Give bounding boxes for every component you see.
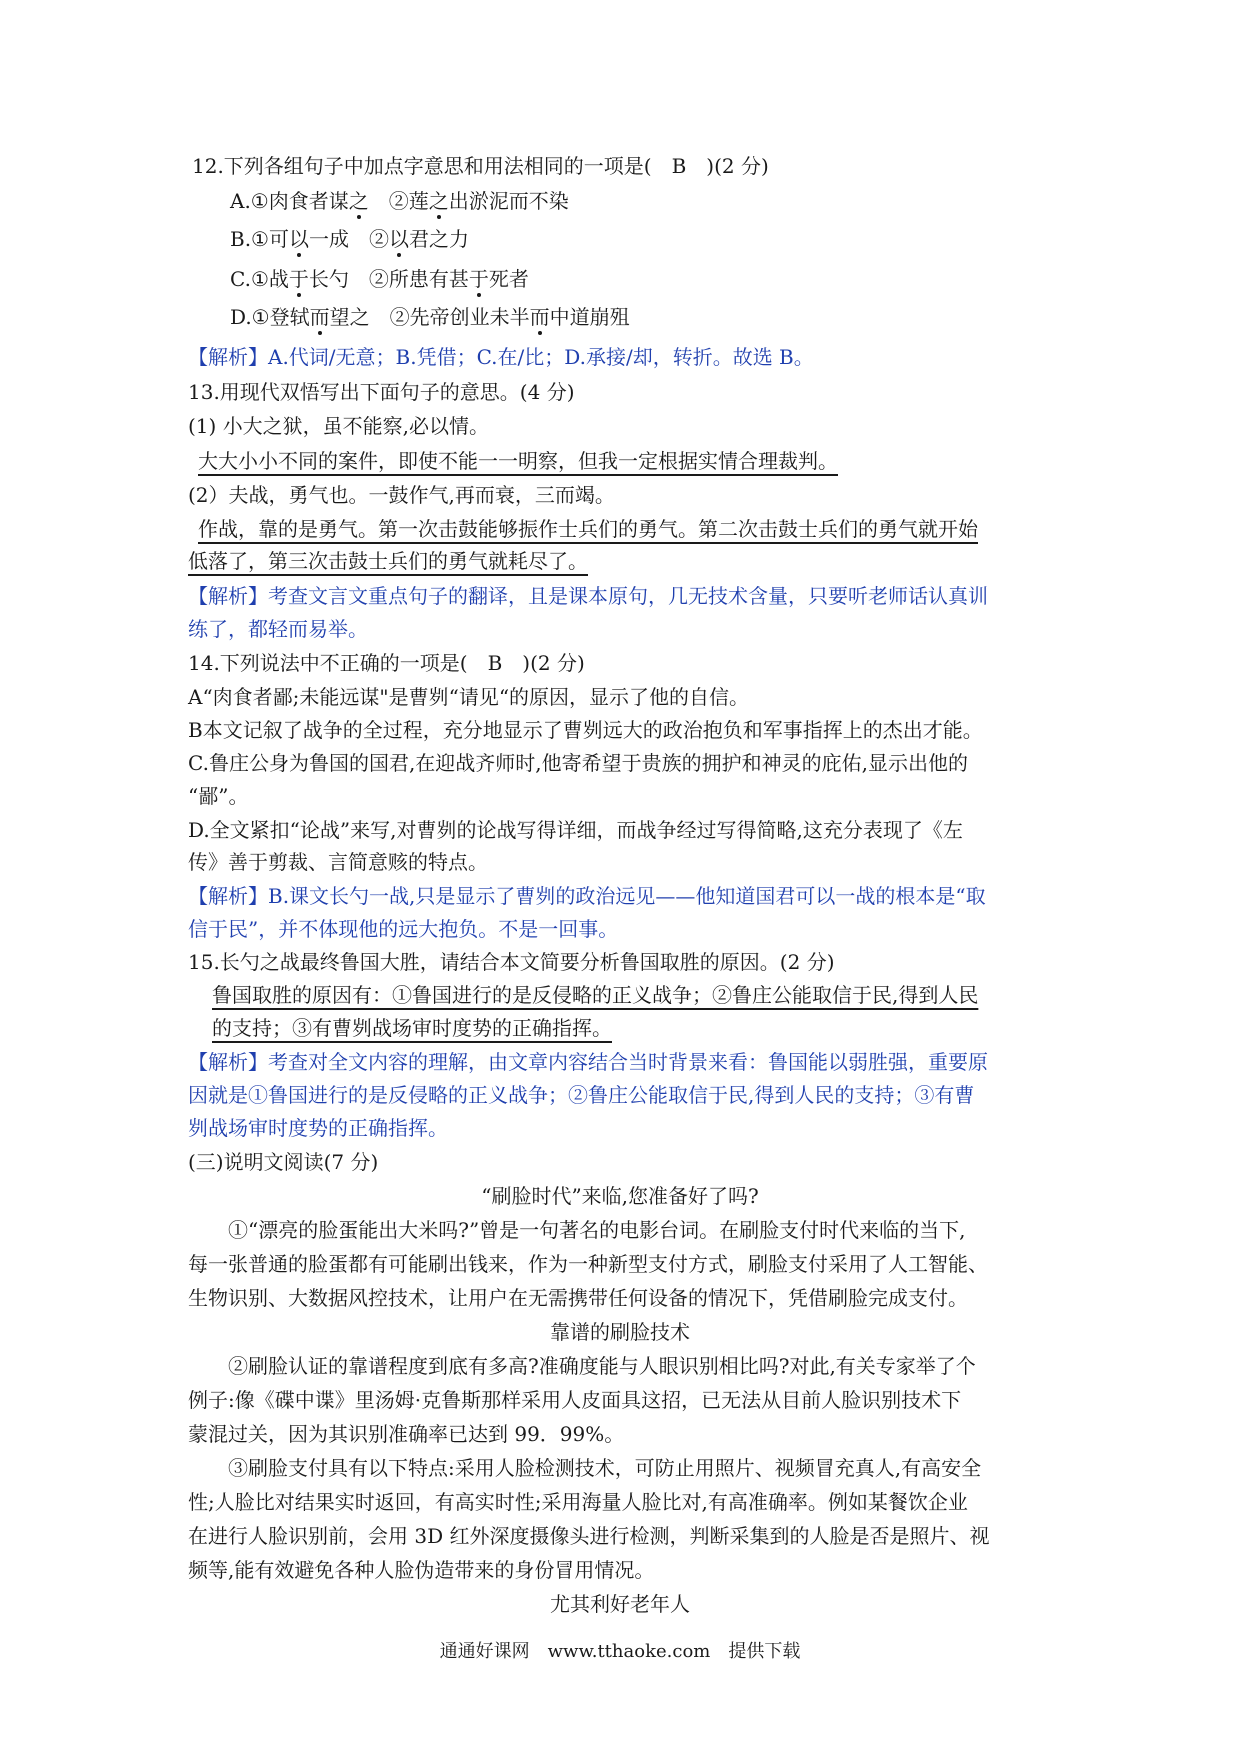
text: 望之 ②先帝创业未半 — [329, 305, 530, 329]
q12-option-c — [230, 264, 529, 294]
q14-option-c-line-2: “鄙”。 — [188, 784, 249, 808]
q14-option-b: B本文记叙了战争的全过程，充分地显示了曹刿远大的政治抱负和军事指挥上的杰出才能。 — [188, 718, 983, 742]
paragraph-3-line-3: 在进行人脸识别前，会用 3D 红外深度摄像头进行检测，判断采集到的人脸是否是照片、视 — [188, 1524, 990, 1548]
q14-analysis-line-1: 【解析】B.课文长勺一战,只是显示了曹刿的政治远见——他知道国君可以一战的根本是“取 — [188, 884, 986, 908]
q15-answer-line-2: 的支持；③有曹刿战场审时度势的正确指挥。 — [212, 1016, 612, 1040]
dotted-char: 之 — [428, 189, 449, 213]
dotted-char: 之 — [348, 189, 369, 213]
q14-analysis-line-2: 信于民”，并不体现他的远大抱负。不是一回事。 — [188, 917, 619, 941]
paragraph-2-line-1: ②刷脸认证的靠谱程度到底有多高?准确度能与人眼识别相比吗?对此,有关专家举了个 — [228, 1354, 976, 1378]
article-title: “刷脸时代”来临,您准备好了吗? — [481, 1184, 759, 1208]
paragraph-2-line-3: 蒙混过关，因为其识别准确率已达到 99．99%。 — [188, 1422, 625, 1446]
q13-answer-1: 大大小小不同的案件，即使不能一一明察，但我一定根据实情合理裁判。 — [198, 449, 838, 473]
dotted-char: 而 — [309, 305, 330, 329]
text: ②莲 — [368, 189, 429, 213]
dotted-char: 而 — [529, 305, 550, 329]
page-footer: 通通好课网 www.tthaoke.com 提供下载 — [439, 1641, 801, 1662]
q15-stem: 15.长勺之战最终鲁国大胜，请结合本文简要分析鲁国取胜的原因。(2 分) — [188, 950, 835, 974]
subheading-1: 靠谱的刷脸技术 — [550, 1320, 690, 1344]
q13-analysis-line-2: 练了，都轻而易举。 — [188, 617, 368, 641]
q12-option-d — [230, 302, 630, 332]
paragraph-1-line-3: 生物识别、大数据风控技术，让用户在无需携带任何设备的情况下，凭借刷脸完成支付。 — [188, 1286, 968, 1310]
q13-sentence-1: (1) 小大之狱，虽不能察,必以情。 — [188, 414, 490, 438]
q15-analysis-line-3: 刿战场审时度势的正确指挥。 — [188, 1116, 448, 1140]
q15-answer-line-1: 鲁国取胜的原因有：①鲁国进行的是反侵略的正义战争；②鲁庄公能取信于民,得到人民 — [212, 983, 979, 1007]
q12-option-b — [230, 224, 469, 254]
text: D.①登轼 — [230, 305, 310, 329]
q15-analysis-line-1: 【解析】考查对全文内容的理解，由文章内容结合当时背景来看：鲁国能以弱胜强，重要原 — [188, 1050, 988, 1074]
q14-option-c-line-1: C.鲁庄公身为鲁国的国君,在迎战齐师时,他寄希望于贵族的拥护和神灵的庇佑,显示出他的 — [188, 751, 969, 775]
text: 一成 ② — [308, 227, 389, 251]
dotted-char: 以 — [388, 227, 409, 251]
text: 中道崩殂 — [549, 305, 630, 329]
text: 出淤泥而不染 — [448, 189, 569, 213]
paragraph-3-line-4: 频等,能有效避免各种人脸伪造带来的身份冒用情况。 — [188, 1558, 655, 1582]
q14-option-d-line-1: D.全文紧扣“论战”来写,对曹刿的论战写得详细，而战争经过写得简略,这充分表现了《左 — [188, 818, 963, 842]
dotted-char: 于 — [468, 267, 489, 291]
q13-analysis-line-1: 【解析】考查文言文重点句子的翻译，且是课本原句，几无技术含量，只要听老师话认真训 — [188, 584, 988, 608]
section-heading: (三)说明文阅读(7 分) — [188, 1150, 379, 1174]
text: 死者 — [488, 267, 529, 291]
paragraph-3-line-2: 性;人脸比对结果实时返回，有高实时性;采用海量人脸比对,有高准确率。例如某餐饮企业 — [188, 1490, 968, 1514]
q15-analysis-line-2: 因就是①鲁国进行的是反侵略的正义战争；②鲁庄公能取信于民,得到人民的支持；③有曹 — [188, 1083, 975, 1107]
q13-stem: 13.用现代双悟写出下面句子的意思。(4 分) — [188, 380, 575, 404]
q12-stem: 12.下列各组句子中加点字意思和用法相同的一项是( B )(2 分) — [192, 154, 769, 178]
text: 长勺 ②所患有甚 — [308, 267, 469, 291]
dotted-char: 以 — [288, 227, 309, 251]
q12-analysis: 【解析】A.代词/无意；B.凭借；C.在/比；D.承接/却，转折。故选 B。 — [188, 345, 814, 369]
text: C.①战 — [230, 267, 289, 291]
dotted-char: 于 — [288, 267, 309, 291]
paragraph-1-line-2: 每一张普通的脸蛋都有可能刷出钱来，作为一种新型支付方式，刷脸支付采用了人工智能、 — [188, 1252, 988, 1276]
q13-answer-2-line-1: 作战，靠的是勇气。第一次击鼓能够振作士兵们的勇气。第二次击鼓士兵们的勇气就开始 — [198, 517, 978, 541]
text: B.①可 — [230, 227, 289, 251]
text: 君之力 — [408, 227, 469, 251]
q13-answer-2-line-2: 低落了，第三次击鼓士兵们的勇气就耗尽了。 — [188, 549, 588, 573]
text: A.①肉食者谋 — [230, 189, 349, 213]
q14-option-a: A“肉食者鄙;未能远谋"是曹刿“请见“的原因，显示了他的自信。 — [188, 685, 750, 709]
q13-sentence-2: (2）夫战，勇气也。一鼓作气,再而衰，三而竭。 — [188, 483, 615, 507]
paragraph-3-line-1: ③刷脸支付具有以下特点:采用人脸检测技术，可防止用照片、视频冒充真人,有高安全 — [228, 1456, 982, 1480]
q12-option-a — [230, 186, 569, 216]
q14-stem: 14.下列说法中不正确的一项是( B )(2 分) — [188, 651, 585, 675]
subheading-2: 尤其利好老年人 — [550, 1592, 690, 1616]
q14-option-d-line-2: 传》善于剪裁、言简意赅的特点。 — [188, 850, 488, 874]
paragraph-1-line-1: ①“漂亮的脸蛋能出大米吗?”曾是一句著名的电影台词。在刷脸支付时代来临的当下, — [228, 1218, 966, 1242]
paragraph-2-line-2: 例子:像《碟中谍》里汤姆·克鲁斯那样采用人皮面具这招，已无法从目前人脸识别技术下 — [188, 1388, 962, 1412]
